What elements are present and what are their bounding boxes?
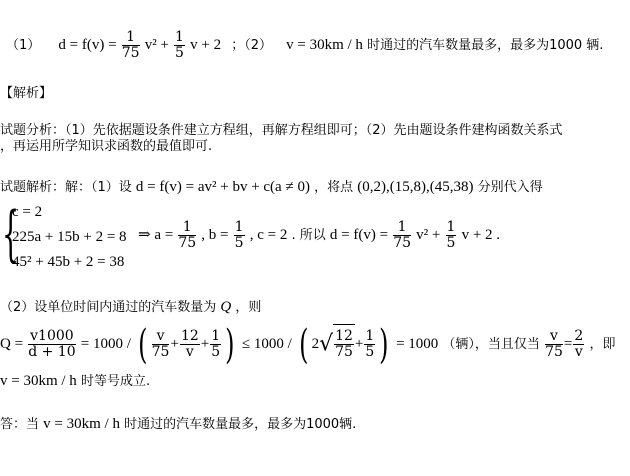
left-paren-1: ( <box>138 321 148 368</box>
q-eq: Q = <box>0 336 24 352</box>
eq-1000: = 1000 / <box>80 336 131 352</box>
d-tail: v + 2 . <box>461 227 501 243</box>
solution-suffix: 分别代入得 <box>477 180 543 195</box>
conclusion-prefix: 答：当 <box>0 417 40 432</box>
conclusion-text: 时通过的汽车数量最多，最多为1000辆. <box>124 417 357 432</box>
system-eq-1: c = 2 <box>12 204 43 220</box>
part2-equation: Q = $\frac{v1000}{d + 10}$ = 1000 / ( $\frac{v}{75}$ + $\frac{12}{v}$ + $\frac{1}{5}$ ) ≤ 1000 / ( 2√ $\frac{12}{75}$ + $\frac{1}{5}$ ) = 1000 （辆），当且仅当 $\frac{v}{75}$ = $\frac{2}{v}$ ，即 <box>0 321 616 368</box>
solution-mid: ，将点 <box>314 180 354 195</box>
line3-formula: v = 30km / h <box>0 373 77 389</box>
arrow-a: ⇒ a = <box>138 227 174 243</box>
conclusion <box>0 415 356 434</box>
analysis-line-1: 试题分析：（1）先依据题设条件建立方程组，再解方程组即可；（2）先由题设条件建构函数关系式 <box>0 123 563 138</box>
fraction-1-75: $\frac{1}{75}$ <box>121 29 140 61</box>
part2-line1-end: ，则 <box>235 300 262 315</box>
v-plus-2: v + 2 <box>190 37 222 53</box>
fraction-cond-v75: $\frac{v}{75}$ <box>545 328 563 360</box>
fraction-b: $\frac{1}{5}$ <box>234 219 244 251</box>
system-eq-3: 45² + 45b + 2 = 38 <box>12 254 125 270</box>
right-paren-2: ) <box>379 321 389 368</box>
result-1000: = 1000 <box>396 336 439 352</box>
solution-result <box>138 220 500 251</box>
fraction-d-1-75: $\frac{1}{75}$ <box>393 219 412 251</box>
line3-text: 时等号成立. <box>80 374 151 389</box>
fraction-p2-1-5: $\frac{1}{5}$ <box>211 328 221 360</box>
fraction-cond-2v: $\frac{2}{v}$ <box>574 328 584 360</box>
separator: ；（2） <box>231 38 272 53</box>
conclusion-formula: v = 30km / h <box>43 416 120 432</box>
solution-formula: d = f(v) = av² + bv + c(a ≠ 0) <box>135 179 310 195</box>
fraction-main: $\frac{v1000}{d + 10}$ <box>28 328 76 360</box>
b-eq: , b = <box>201 227 229 243</box>
answer-part2-formula: v = 30km / h <box>286 37 363 53</box>
unit-text: （辆），当且仅当 <box>442 337 540 352</box>
cond-end: ，即 <box>589 337 616 352</box>
solution-intro <box>0 178 543 197</box>
solution-prefix: 试题解析：解：（1）设 <box>0 180 132 195</box>
section-title: 【解析】 <box>0 86 53 101</box>
answer-line <box>6 30 603 61</box>
analysis-line-2: ，再运用所学知识求函数的最值即可. <box>0 139 213 154</box>
v-squared-term: v² + <box>144 37 169 53</box>
leq-1000: ≤ 1000 / <box>241 336 292 352</box>
answer-formula-lhs: d = f(v) = <box>58 37 117 53</box>
c-eq: , c = 2 <box>249 227 288 243</box>
sqrt-12-75: √ $\frac{12}{75}$ <box>319 324 355 365</box>
part2-intro <box>0 298 261 317</box>
part1-label: （1） <box>6 38 41 53</box>
solution-points: (0,2),(15,8),(45,38) <box>357 179 474 195</box>
left-paren-2: ( <box>299 321 309 368</box>
fraction-v75: $\frac{v}{75}$ <box>151 328 170 360</box>
right-paren-1: ) <box>225 321 235 368</box>
d-eq: d = f(v) = <box>329 227 389 243</box>
part2-line1: （2）设单位时间内通过的汽车数量为 <box>0 300 217 315</box>
fraction-p2b-1-5: $\frac{1}{5}$ <box>365 328 375 360</box>
d-v2: v² + <box>416 227 441 243</box>
fraction-d-1-5: $\frac{1}{5}$ <box>446 219 456 251</box>
so-text: . 所以 <box>291 228 326 243</box>
fraction-12v: $\frac{12}{v}$ <box>180 328 199 360</box>
part2-line3 <box>0 372 150 391</box>
two-coef: 2 <box>311 336 320 352</box>
system-brace: { <box>2 199 20 269</box>
fraction-a: $\frac{1}{75}$ <box>178 219 197 251</box>
fraction-1-5: $\frac{1}{5}$ <box>175 29 184 61</box>
q-symbol: Q <box>220 299 232 315</box>
system-eq-2: 225a + 15b + 2 = 8 <box>12 229 127 245</box>
answer-part2-text: 时通过的汽车数量最多，最多为1000 辆. <box>367 38 604 53</box>
